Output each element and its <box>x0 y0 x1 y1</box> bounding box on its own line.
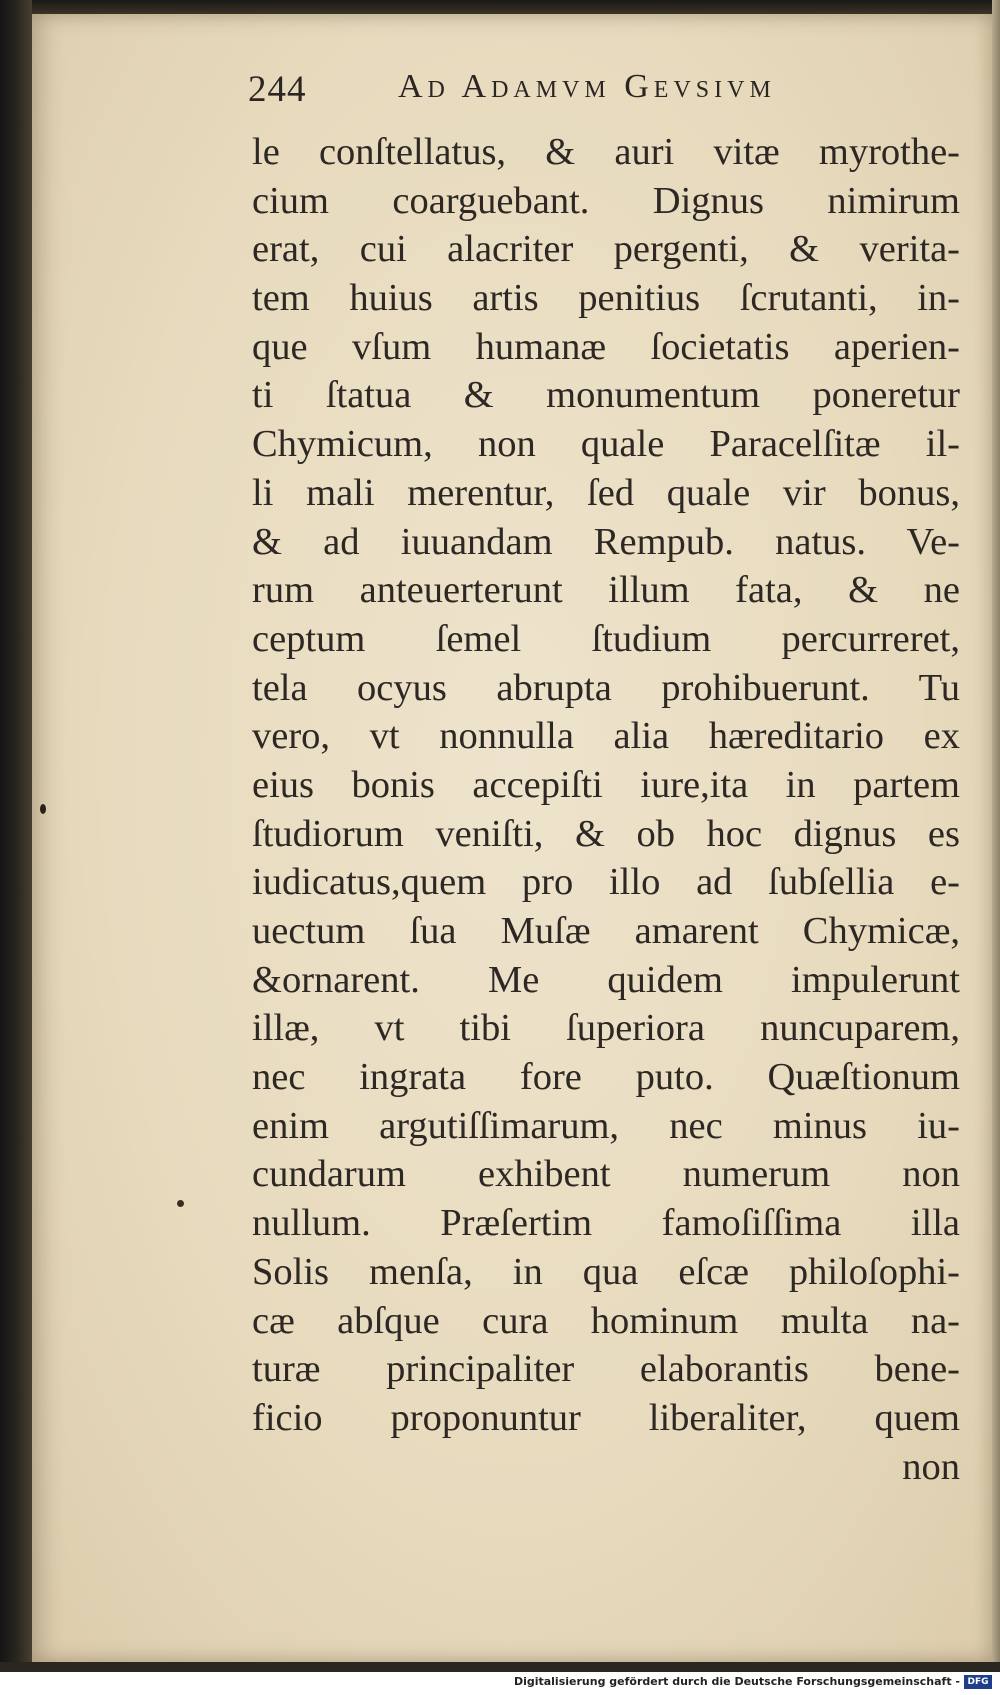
text-line: ſtudiorum veniſti, & ob hoc dignus es <box>252 812 960 855</box>
text-line: eius bonis accepiſti iure,ita in partem <box>252 763 960 806</box>
running-title: Ad Adamvm Gevsivm <box>398 68 776 105</box>
text-line: tela ocyus abrupta prohibuerunt. Tu <box>252 666 960 709</box>
text-line: uectum ſua Muſæ amarent Chymicæ, <box>252 910 960 952</box>
text-line: ficio proponuntur liberaliter, quem <box>252 1396 960 1439</box>
text-line: Chymicum, non quale Paracelſitæ il- <box>252 423 960 466</box>
text-line: rum anteuerterunt illum fata, & ne <box>252 569 960 612</box>
body-text <box>252 128 960 1491</box>
running-head <box>248 68 948 118</box>
scan-right-edge <box>992 0 1000 1670</box>
text-line: li mali merentur, ſed quale vir bonus, <box>252 471 960 514</box>
text-line: Solis menſa, in qua eſcæ philoſophi- <box>252 1250 960 1293</box>
ink-spot <box>177 1200 184 1207</box>
funding-credit: Digitalisierung gefördert durch die Deutsche Forschungsgemeinschaft - <box>513 1675 960 1688</box>
text-line: cundarum exhibent numerum non <box>252 1153 960 1196</box>
scan-top-edge <box>0 0 1000 14</box>
text-line: illæ, vt tibi ſuperiora nuncuparem, <box>252 1007 960 1050</box>
catchword: non <box>902 1445 960 1488</box>
ink-spot <box>40 804 46 814</box>
text-line: cæ abſque cura hominum multa na- <box>252 1299 960 1342</box>
text-line: turæ principaliter elaborantis bene- <box>252 1348 960 1391</box>
text-line: que vſum humanæ ſocietatis aperien- <box>252 325 960 368</box>
text-line: enim argutiſſimarum, nec minus iu- <box>252 1104 960 1147</box>
text-line: le conſtellatus, & auri vitæ myrothe- <box>252 131 960 173</box>
scan-bottom-edge <box>0 1662 1000 1672</box>
text-line: cium coarguebant. Dignus nimirum <box>252 179 960 222</box>
text-line: nec ingrata fore puto. Quæſtionum <box>252 1056 960 1099</box>
page-number: 244 <box>248 69 307 110</box>
dfg-logo-icon: DFG <box>964 1675 992 1689</box>
text-line: ti ſtatua & monumentum poneretur <box>252 374 960 417</box>
text-line: vero, vt nonnulla alia hæreditario ex <box>252 715 960 758</box>
text-line: erat, cui alacriter pergenti, & verita- <box>252 228 960 271</box>
text-line: tem huius artis penitius ſcrutanti, in- <box>252 277 960 320</box>
text-line: &ornarent. Me quidem impulerunt <box>252 958 960 1001</box>
text-line: ceptum ſemel ſtudium percurreret, <box>252 617 960 660</box>
text-line: iudicatus,quem pro illo ad ſubſellia e- <box>252 861 960 904</box>
text-line: nullum. Præſertim famoſiſſima illa <box>252 1202 960 1245</box>
text-line: & ad iuuandam Rempub. natus. Ve- <box>252 520 960 563</box>
scan-left-edge <box>0 0 32 1670</box>
digitization-footer <box>0 1672 1000 1695</box>
